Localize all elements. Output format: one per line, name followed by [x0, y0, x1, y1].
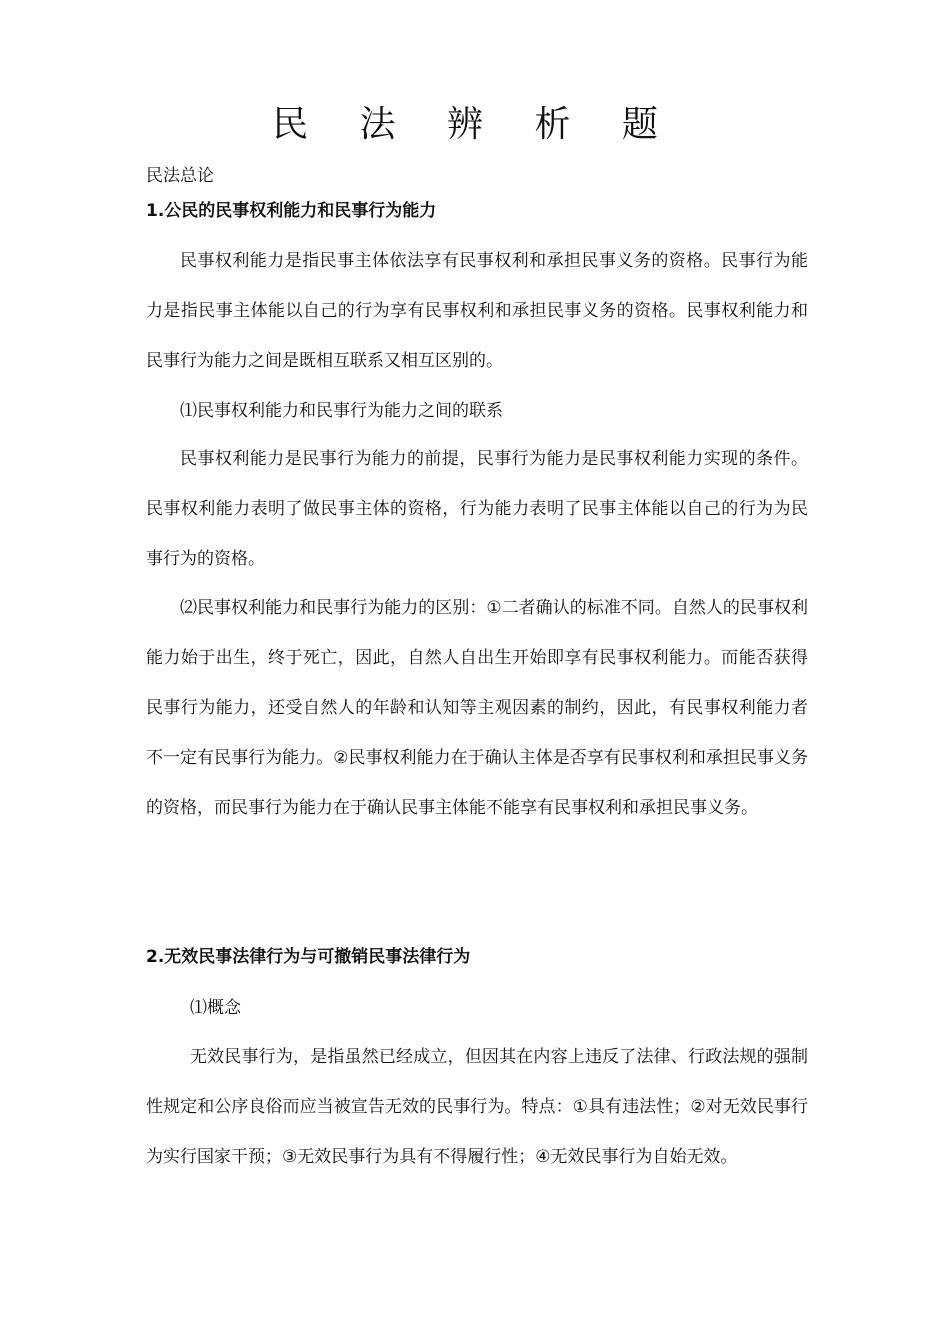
paragraph-3: ⑵民事权利能力和民事行为能力的区别：①二者确认的标准不同。自然人的民事权利能力始于出生，终于死亡，因此，自然人自出生开始即享有民事权利能力。而能否获得民事行为能力，还受自然人的年龄和认知等主观因素的制约，因此，有民事权利能力者不一定有民事行为能力。②民事权利能力在于确认主体是否享有民事权利和承担民事义务的资格，而民事行为能力在于确认民事主体能不能享有民事权利和承担民事义务。: [146, 598, 808, 818]
paragraph-1: 民事权利能力是指民事主体依法享有民事权利和承担民事义务的资格。民事行为能力是指民事主体能以自己的行为享有民事权利和承担民事义务的资格。民事权利能力和民事行为能力之间是既相互联系又相互区别的。: [146, 251, 808, 371]
heading-2: 2.无效民事法律行为与可撤销民事法律行为: [146, 947, 471, 967]
subheading-2: ⑴概念: [190, 998, 241, 1018]
document-title: 民 法 辨 析 题: [272, 104, 678, 145]
section-label: 民法总论: [146, 166, 214, 186]
paragraph-4: 无效民事行为，是指虽然已经成立，但因其在内容上违反了法律、行政法规的强制性规定和公序良俗而应当被宣告无效的民事行为。特点：①具有违法性；②对无效民事行为实行国家干预；③无效民事行为具有不得履行性；④无效民事行为自始无效。: [146, 1047, 808, 1167]
subheading-1: ⑴民事权利能力和民事行为能力之间的联系: [180, 401, 503, 421]
heading-1: 1.公民的民事权利能力和民事行为能力: [146, 201, 437, 221]
paragraph-2: 民事权利能力是民事行为能力的前提，民事行为能力是民事权利能力实现的条件。民事权利能力表明了做民事主体的资格，行为能力表明了民事主体能以自己的行为为民事行为的资格。: [146, 449, 808, 569]
